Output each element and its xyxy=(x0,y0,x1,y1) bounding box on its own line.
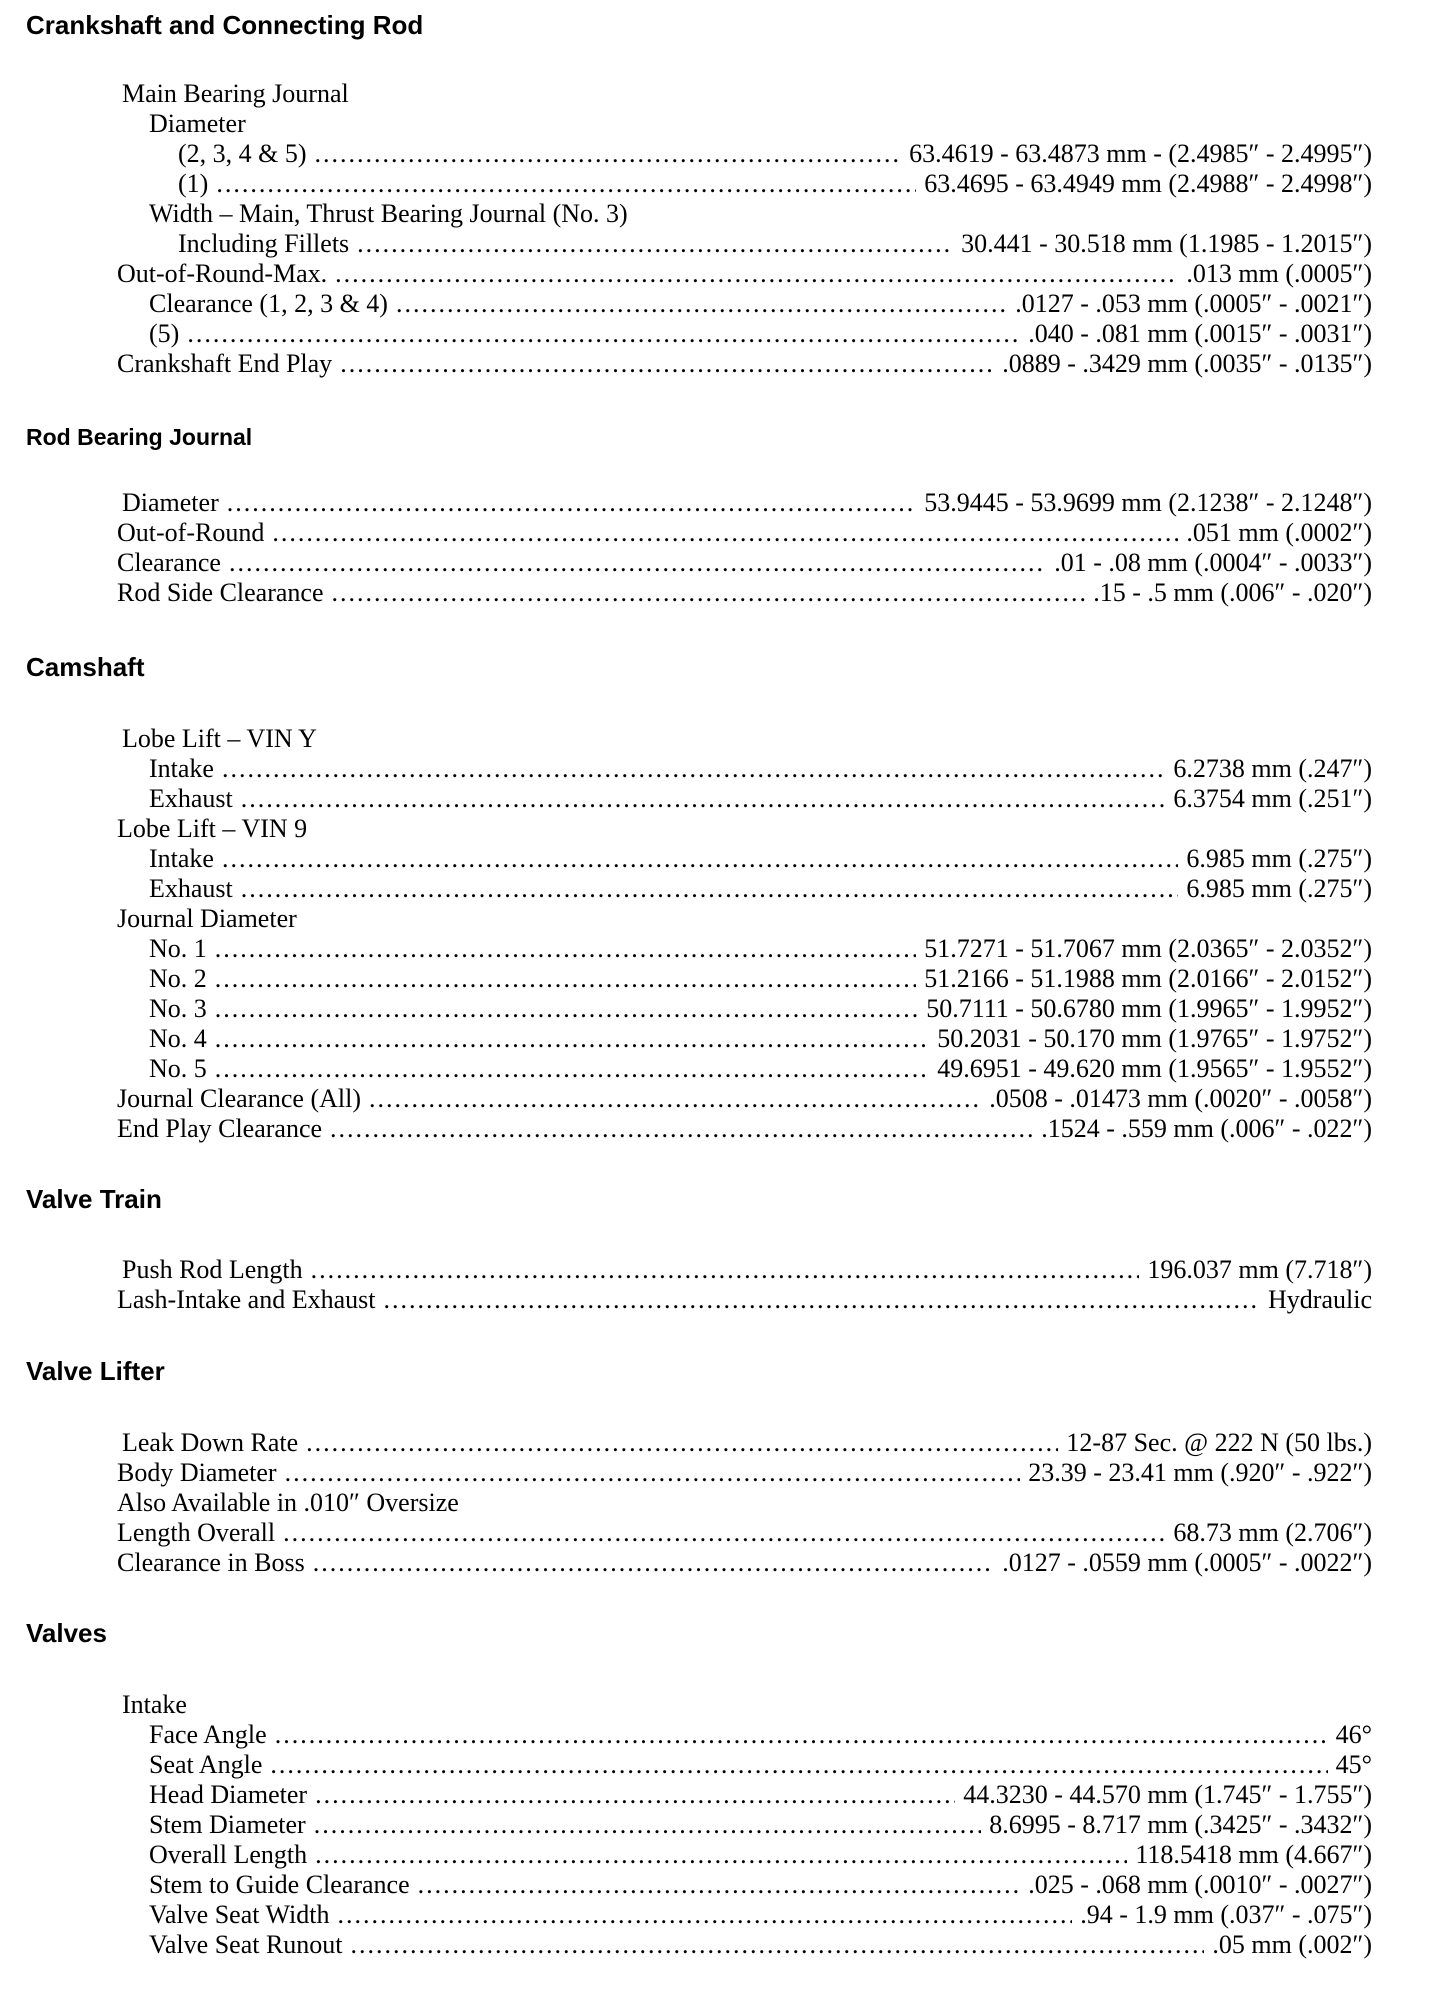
spec-value: .15 - .5 mm (.006″ - .020″) xyxy=(1093,578,1372,607)
spec-value: .1524 - .559 mm (.006″ - .022″) xyxy=(1041,1114,1372,1143)
dot-leader xyxy=(351,1930,1205,1960)
dot-leader xyxy=(222,844,1178,874)
spec-value: .05 mm (.002″) xyxy=(1212,1930,1372,1959)
spec-value: 50.2031 - 50.170 mm (1.9765″ - 1.9752″) xyxy=(937,1024,1372,1053)
spec-label: Out-of-Round xyxy=(117,518,265,547)
section-heading: Crankshaft and Connecting Rod xyxy=(26,10,424,40)
dot-leader xyxy=(222,754,1165,784)
spec-value: 12-87 Sec. @ 222 N (50 lbs.) xyxy=(1066,1428,1372,1457)
spec-value: 46° xyxy=(1335,1720,1372,1749)
spec-row xyxy=(0,139,1440,169)
spec-value: .051 mm (.0002″) xyxy=(1186,518,1372,547)
spec-row xyxy=(0,169,1440,199)
spec-row xyxy=(0,814,1440,844)
dot-leader xyxy=(241,874,1179,904)
spec-row xyxy=(0,1870,1440,1900)
spec-row xyxy=(0,319,1440,349)
spec-value: 50.7111 - 50.6780 mm (1.9965″ - 1.9952″) xyxy=(926,994,1372,1023)
spec-row xyxy=(0,349,1440,379)
spec-label: Face Angle xyxy=(149,1720,267,1749)
dot-leader xyxy=(396,289,1007,319)
dot-leader xyxy=(272,518,1178,548)
dot-leader xyxy=(306,1428,1058,1458)
dot-leader xyxy=(275,1720,1328,1750)
spec-label: Crankshaft End Play xyxy=(117,349,333,378)
spec-row xyxy=(0,1720,1440,1750)
spec-row xyxy=(0,548,1440,578)
spec-label: Seat Angle xyxy=(149,1750,263,1779)
dot-leader xyxy=(340,349,994,379)
spec-list xyxy=(0,1428,1440,1578)
dot-leader xyxy=(215,994,918,1024)
dot-leader xyxy=(215,934,916,964)
spec-label: Leak Down Rate xyxy=(122,1428,299,1457)
spec-label: Clearance xyxy=(117,548,221,577)
spec-value: .94 - 1.9 mm (.037″ - .075″) xyxy=(1080,1900,1372,1929)
spec-row xyxy=(0,844,1440,874)
dot-leader xyxy=(241,784,1166,814)
spec-value: .01 - .08 mm (.0004″ - .0033″) xyxy=(1054,548,1372,577)
spec-row xyxy=(0,259,1440,289)
spec-row xyxy=(0,1458,1440,1488)
dot-leader xyxy=(215,964,916,994)
dot-leader xyxy=(313,1548,995,1578)
dot-leader xyxy=(270,1750,1327,1780)
dot-leader xyxy=(315,1780,955,1810)
spec-row xyxy=(0,1518,1440,1548)
spec-label: Length Overall xyxy=(117,1518,276,1547)
dot-leader xyxy=(229,548,1046,578)
spec-row xyxy=(0,1840,1440,1870)
spec-value: .040 - .081 mm (.0015″ - .0031″) xyxy=(1028,319,1372,348)
spec-list xyxy=(0,79,1440,379)
spec-value: 45° xyxy=(1335,1750,1372,1779)
section-heading: Valve Train xyxy=(26,1184,162,1214)
spec-value: 6.985 mm (.275″) xyxy=(1186,844,1372,873)
spec-value: 63.4695 - 63.4949 mm (2.4988″ - 2.4998″) xyxy=(924,169,1372,198)
spec-label: No. 1 xyxy=(149,934,207,963)
dot-leader xyxy=(369,1084,981,1114)
spec-row xyxy=(0,289,1440,319)
spec-label: Out-of-Round-Max. xyxy=(117,259,328,288)
spec-label: Diameter xyxy=(122,488,219,517)
spec-row xyxy=(0,109,1440,139)
dot-leader xyxy=(227,488,917,518)
spec-label: Width – Main, Thrust Bearing Journal (No. 3) xyxy=(149,199,628,228)
spec-row xyxy=(0,488,1440,518)
dot-leader xyxy=(216,169,916,199)
dot-leader xyxy=(215,1024,929,1054)
spec-row xyxy=(0,1780,1440,1810)
spec-label: (2, 3, 4 & 5) xyxy=(178,139,307,168)
section-heading: Camshaft xyxy=(26,652,145,682)
spec-label: Stem Diameter xyxy=(149,1810,306,1839)
spec-label: Including Fillets xyxy=(178,229,350,258)
dot-leader xyxy=(418,1870,1021,1900)
spec-row xyxy=(0,754,1440,784)
spec-row xyxy=(0,518,1440,548)
spec-label: Lobe Lift – VIN 9 xyxy=(117,814,308,843)
dot-leader xyxy=(357,229,953,259)
spec-row xyxy=(0,199,1440,229)
spec-label: Push Rod Length xyxy=(122,1255,303,1284)
spec-value: 6.985 mm (.275″) xyxy=(1186,874,1372,903)
spec-label: Head Diameter xyxy=(149,1780,308,1809)
spec-value: 30.441 - 30.518 mm (1.1985 - 1.2015″) xyxy=(961,229,1372,258)
spec-value: 51.7271 - 51.7067 mm (2.0365″ - 2.0352″) xyxy=(924,934,1372,963)
spec-value: Hydraulic xyxy=(1268,1285,1372,1314)
spec-label: Also Available in .010″ Oversize xyxy=(117,1488,459,1517)
spec-label: Lash-Intake and Exhaust xyxy=(117,1285,376,1314)
dot-leader xyxy=(383,1285,1260,1315)
spec-value: .0127 - .0559 mm (.0005″ - .0022″) xyxy=(1002,1548,1372,1577)
dot-leader xyxy=(285,1458,1021,1488)
spec-list xyxy=(0,724,1440,1144)
spec-list xyxy=(0,488,1440,608)
spec-row xyxy=(0,1024,1440,1054)
spec-label: (1) xyxy=(178,169,209,198)
spec-value: .0889 - .3429 mm (.0035″ - .0135″) xyxy=(1002,349,1372,378)
spec-label: No. 2 xyxy=(149,964,207,993)
spec-row xyxy=(0,229,1440,259)
spec-value: 8.6995 - 8.717 mm (.3425″ - .3432″) xyxy=(989,1810,1372,1839)
spec-row xyxy=(0,1810,1440,1840)
spec-value: .0127 - .053 mm (.0005″ - .0021″) xyxy=(1015,289,1372,318)
spec-row xyxy=(0,1690,1440,1720)
spec-value: .013 mm (.0005″) xyxy=(1186,259,1372,288)
spec-label: Diameter xyxy=(149,109,246,138)
spec-row xyxy=(0,724,1440,754)
spec-value: 63.4619 - 63.4873 mm - (2.4985″ - 2.4995″) xyxy=(909,139,1372,168)
spec-label: (5) xyxy=(149,319,180,348)
section-heading: Valve Lifter xyxy=(26,1356,165,1386)
spec-label: Clearance (1, 2, 3 & 4) xyxy=(149,289,388,318)
dot-leader xyxy=(332,578,1086,608)
spec-label: Main Bearing Journal xyxy=(122,79,349,108)
spec-value: .0508 - .01473 mm (.0020″ - .0058″) xyxy=(989,1084,1372,1113)
spec-label: Intake xyxy=(149,844,214,873)
spec-row xyxy=(0,1930,1440,1960)
spec-row xyxy=(0,1054,1440,1084)
spec-row xyxy=(0,1488,1440,1518)
spec-label: No. 5 xyxy=(149,1054,207,1083)
spec-label: No. 4 xyxy=(149,1024,207,1053)
spec-row xyxy=(0,79,1440,109)
spec-value: 118.5418 mm (4.667″) xyxy=(1135,1840,1372,1869)
spec-label: Valve Seat Width xyxy=(149,1900,330,1929)
spec-value: 44.3230 - 44.570 mm (1.745″ - 1.755″) xyxy=(963,1780,1372,1809)
spec-value: 53.9445 - 53.9699 mm (2.1238″ - 2.1248″) xyxy=(924,488,1372,517)
spec-row xyxy=(0,934,1440,964)
section-heading: Rod Bearing Journal xyxy=(26,424,253,450)
spec-label: Journal Diameter xyxy=(117,904,297,933)
spec-value: 6.3754 mm (.251″) xyxy=(1173,784,1372,813)
section-heading: Valves xyxy=(26,1618,107,1648)
spec-row xyxy=(0,874,1440,904)
dot-leader xyxy=(283,1518,1165,1548)
dot-leader xyxy=(337,1900,1072,1930)
spec-label: End Play Clearance xyxy=(117,1114,323,1143)
spec-row xyxy=(0,1548,1440,1578)
spec-value: 51.2166 - 51.1988 mm (2.0166″ - 2.0152″) xyxy=(924,964,1372,993)
spec-value: .025 - .068 mm (.0010″ - .0027″) xyxy=(1028,1870,1372,1899)
spec-row xyxy=(0,964,1440,994)
spec-label: Intake xyxy=(149,754,214,783)
spec-row xyxy=(0,578,1440,608)
dot-leader xyxy=(315,1840,1127,1870)
spec-row xyxy=(0,1084,1440,1114)
spec-row xyxy=(0,904,1440,934)
spec-value: 6.2738 mm (.247″) xyxy=(1173,754,1372,783)
spec-value: 49.6951 - 49.620 mm (1.9565″ - 1.9552″) xyxy=(937,1054,1372,1083)
spec-label: Journal Clearance (All) xyxy=(117,1084,362,1113)
spec-label: Lobe Lift – VIN Y xyxy=(122,724,317,753)
spec-row xyxy=(0,1285,1440,1315)
spec-row xyxy=(0,1255,1440,1285)
dot-leader xyxy=(314,1810,982,1840)
spec-label: Valve Seat Runout xyxy=(149,1930,343,1959)
spec-label: Body Diameter xyxy=(117,1458,277,1487)
dot-leader xyxy=(330,1114,1033,1144)
dot-leader xyxy=(311,1255,1140,1285)
spec-label: Rod Side Clearance xyxy=(117,578,324,607)
spec-row xyxy=(0,1428,1440,1458)
spec-label: No. 3 xyxy=(149,994,207,1023)
spec-label: Stem to Guide Clearance xyxy=(149,1870,410,1899)
dot-leader xyxy=(215,1054,929,1084)
spec-list xyxy=(0,1690,1440,1960)
spec-row xyxy=(0,1900,1440,1930)
spec-row xyxy=(0,994,1440,1024)
spec-label: Exhaust xyxy=(149,874,233,903)
spec-label: Clearance in Boss xyxy=(117,1548,305,1577)
spec-value: 196.037 mm (7.718″) xyxy=(1147,1255,1372,1284)
spec-row xyxy=(0,784,1440,814)
spec-row xyxy=(0,1750,1440,1780)
spec-value: 23.39 - 23.41 mm (.920″ - .922″) xyxy=(1028,1458,1372,1487)
spec-label: Exhaust xyxy=(149,784,233,813)
dot-leader xyxy=(187,319,1020,349)
spec-label: Overall Length xyxy=(149,1840,308,1869)
dot-leader xyxy=(335,259,1178,289)
spec-list xyxy=(0,1255,1440,1315)
spec-value: 68.73 mm (2.706″) xyxy=(1173,1518,1372,1547)
spec-row xyxy=(0,1114,1440,1144)
dot-leader xyxy=(315,139,902,169)
spec-label: Intake xyxy=(122,1690,187,1719)
